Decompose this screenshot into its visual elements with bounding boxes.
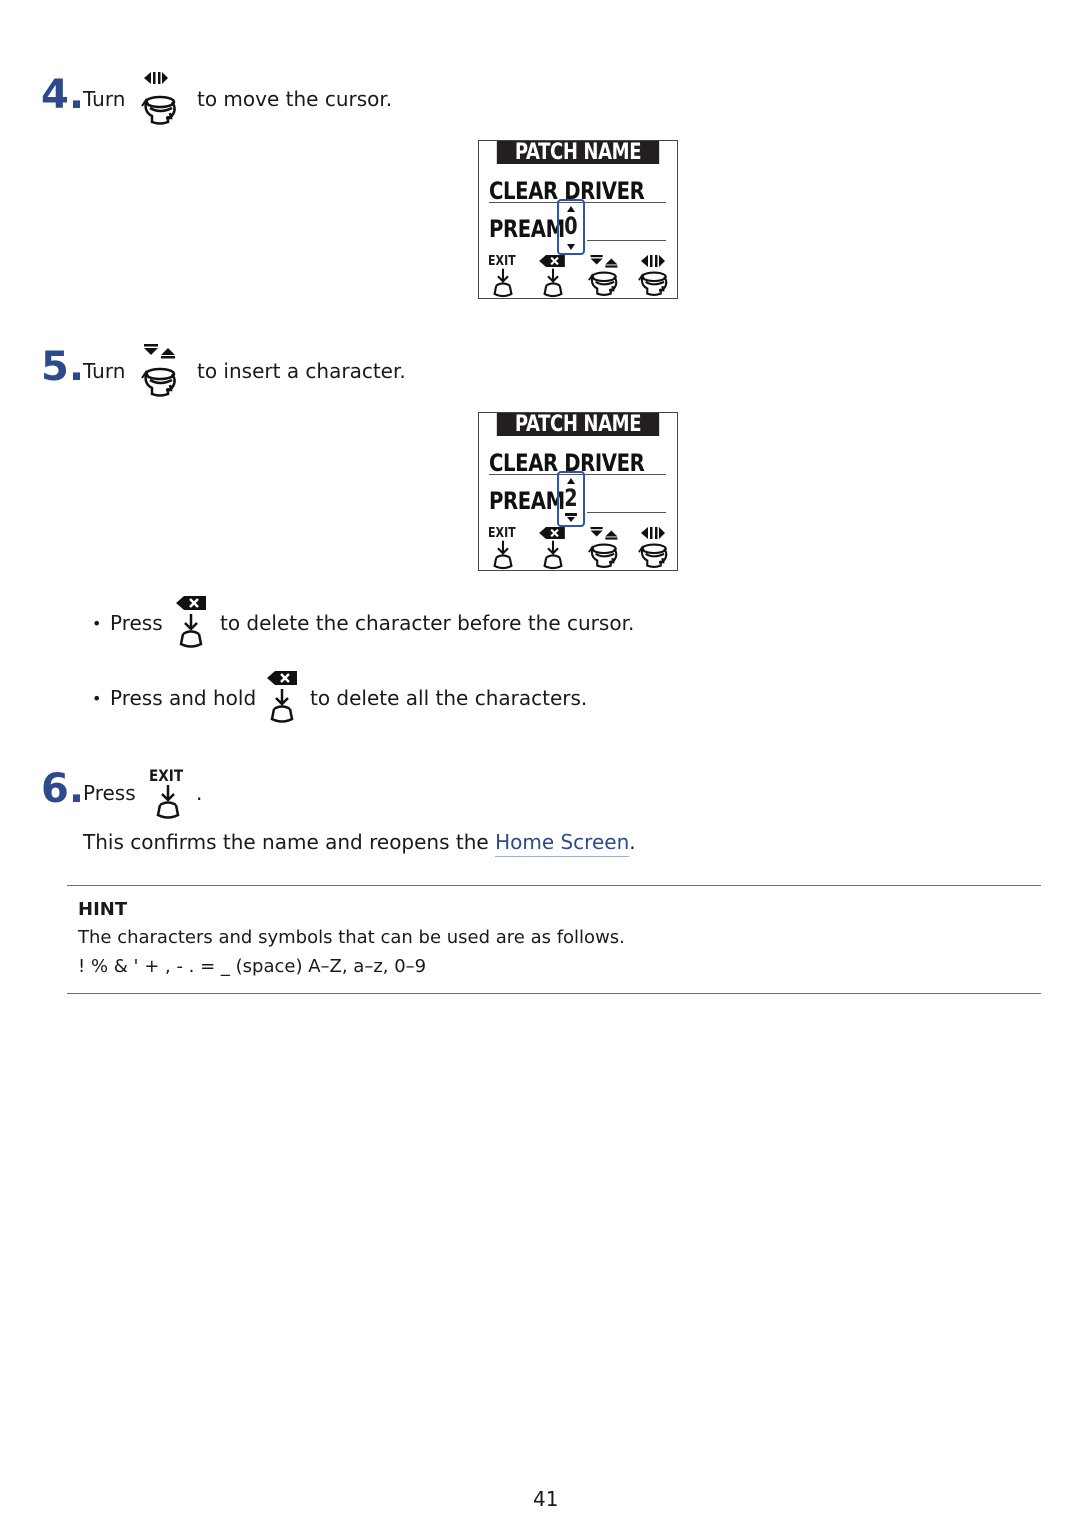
page-number: 41 [533, 1487, 559, 1511]
lcd-cursor-char: 2 [564, 484, 578, 512]
bullet-marker: • [92, 614, 102, 633]
step-number: 4. [41, 72, 85, 118]
bullet-marker: • [92, 689, 102, 708]
step-number: 6. [41, 766, 85, 812]
footswitch-icon [156, 783, 180, 821]
delete-footswitch-icon [541, 539, 565, 571]
down-arrow-icon [567, 244, 575, 250]
lcd-header: PATCH NAME [497, 413, 659, 436]
knob-character-icon [140, 342, 188, 400]
step-text-post: to move the cursor. [197, 87, 393, 111]
delete-footswitch-icon [541, 267, 565, 299]
bullet-text-pre: Press and hold [110, 686, 257, 710]
knob-icon [637, 265, 671, 297]
knob-icon [587, 265, 621, 297]
hint-line-1: The characters and symbols that can be used are as follows. [78, 927, 625, 948]
lcd-name-line-1: CLEAR DRIVER [489, 449, 645, 477]
lcd-cursor [557, 471, 585, 527]
knob-icon [587, 537, 621, 569]
home-screen-link[interactable]: Home Screen [495, 830, 629, 857]
hint-bottom-rule [67, 993, 1041, 994]
lcd-screen [478, 140, 678, 299]
step-number: 5. [41, 344, 85, 390]
exit-footswitch-icon [148, 766, 192, 822]
step-text-post: . [196, 781, 203, 805]
lcd-exit-label: EXIT [488, 254, 516, 269]
hint-top-rule [67, 885, 1041, 886]
exit-footswitch-icon [491, 267, 515, 299]
step-text-pre: Turn [83, 359, 126, 383]
exit-footswitch-icon [491, 539, 515, 571]
knob-icon [637, 537, 671, 569]
step-detail-text: This confirms the name and reopens the [83, 830, 496, 854]
delete-icon [539, 255, 565, 267]
lcd-rule [587, 512, 666, 513]
lcd-header: PATCH NAME [497, 141, 659, 164]
lcd-cursor [557, 199, 585, 255]
delete-footswitch-icon [174, 596, 208, 652]
lcd-screen [478, 412, 678, 571]
bullet-text-post: to delete the character before the cursor. [220, 611, 635, 635]
step-detail-end: . [629, 830, 636, 854]
lcd-rule [587, 240, 666, 241]
hint-title: HINT [78, 899, 128, 920]
lcd-cursor-char: 0 [564, 212, 578, 240]
lcd-exit-label: EXIT [488, 526, 516, 541]
step-text-pre: Turn [83, 87, 126, 111]
lcd-name-line-2: PREAM [489, 215, 565, 243]
delete-footswitch-icon [265, 671, 299, 727]
bullet-text-post: to delete all the characters. [310, 686, 588, 710]
lcd-name-line-2: PREAM [489, 487, 565, 515]
step-text-post: to insert a character. [197, 359, 406, 383]
down-arrow-icon [565, 513, 577, 522]
step-text-pre: Press [83, 781, 136, 805]
bullet-text-pre: Press [110, 611, 163, 635]
lcd-name-line-1: CLEAR DRIVER [489, 177, 645, 205]
exit-label: EXIT [149, 766, 184, 785]
knob-cursor-icon [140, 70, 188, 128]
hint-line-2: ! % & ' + , - . = _ (space) A–Z, a–z, 0–9 [78, 956, 427, 977]
step-detail [83, 832, 636, 852]
delete-icon [539, 527, 565, 539]
